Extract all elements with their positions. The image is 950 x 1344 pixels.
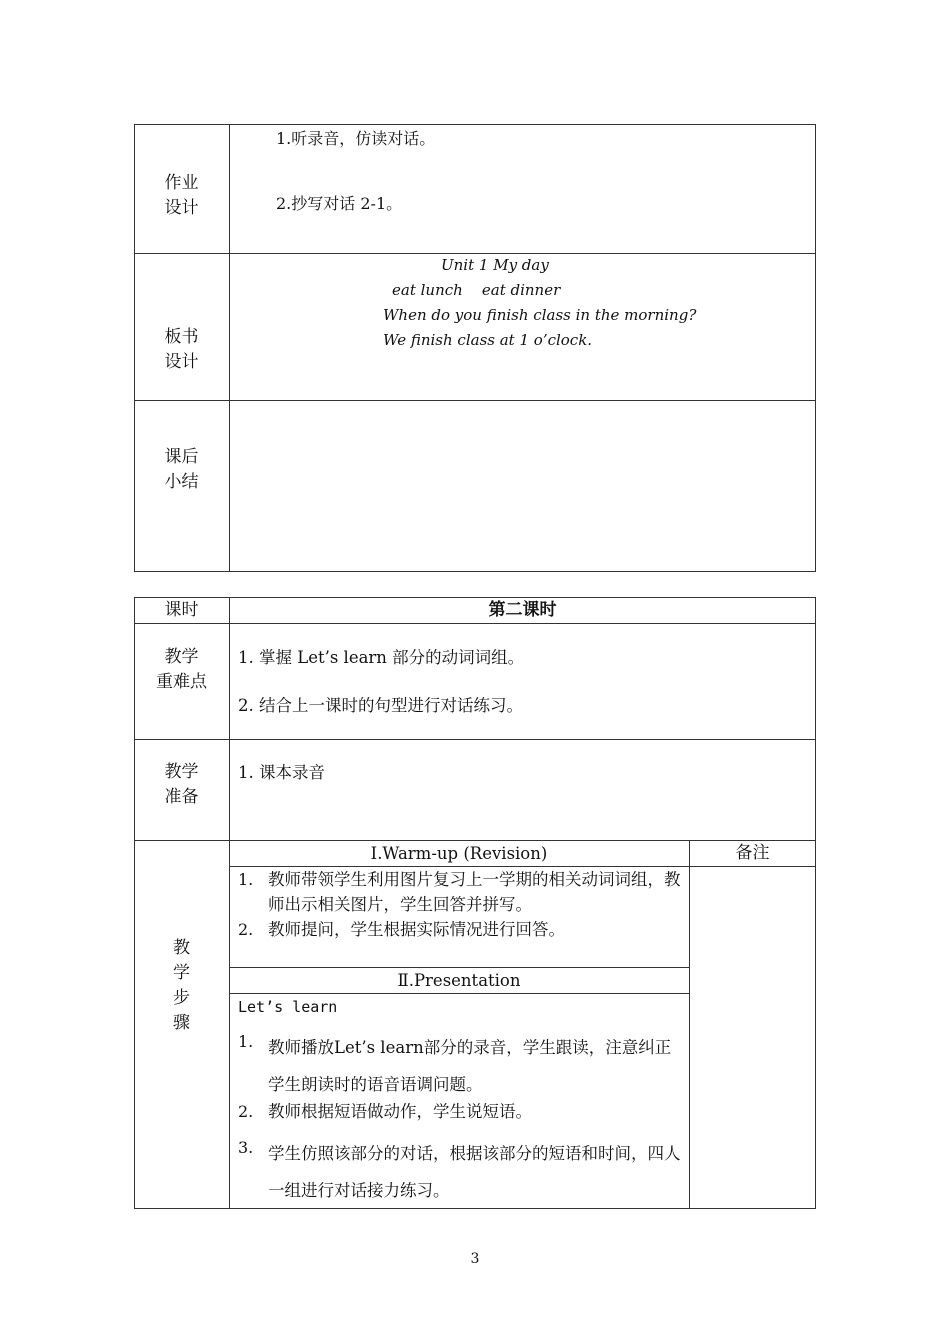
homework-label-line1: 作业	[164, 173, 199, 193]
board-line-answer: We finish class at 1 o’clock.	[383, 331, 593, 349]
presentation-title-bottom	[229, 993, 689, 994]
presentation-title: Ⅱ.Presentation	[397, 971, 521, 990]
homework-label-line2: 设计	[164, 198, 199, 218]
table2-row-divider	[134, 739, 816, 740]
warmup-item-number: 1.	[238, 870, 254, 889]
reflection-label-line2: 小结	[164, 472, 199, 492]
homework-label	[134, 171, 229, 221]
key-point-item-1: 1. 掌握 Let’s learn 部分的动词词组。	[238, 648, 525, 667]
presentation-item-text: 教师播放Let’s learn部分的录音，学生跟读，注意纠正学生朗读时的语音语调问题。	[268, 1038, 672, 1094]
reflection-label-line1: 课后	[164, 447, 199, 467]
board-line-unit-title: Unit 1 My day	[441, 256, 549, 274]
preparation-label-line1: 教学	[164, 762, 199, 782]
period-label: 课时	[164, 600, 199, 620]
board-design-label-line1: 板书	[164, 327, 199, 347]
presentation-item-number: 1.	[238, 1032, 254, 1051]
board-design-label-line2: 设计	[164, 352, 199, 372]
key-points-label-line2: 重难点	[156, 672, 207, 692]
steps-label	[134, 936, 229, 1036]
board-line-question: When do you finish class in the morning?	[383, 306, 697, 324]
warmup-item-number: 2.	[238, 920, 254, 939]
steps-label-char: 骤	[173, 1013, 190, 1033]
notes-content-area[interactable]	[690, 867, 815, 1208]
key-point-item-2: 2. 结合上一课时的句型进行对话练习。	[238, 696, 523, 715]
notes-header: 备注	[735, 843, 770, 863]
steps-label-char: 教	[173, 938, 190, 958]
presentation-item-text: 教师根据短语做动作，学生说短语。	[268, 1102, 532, 1121]
homework-item-1: 1.听录音，仿读对话。	[276, 129, 436, 148]
steps-label-char: 步	[173, 988, 190, 1008]
board-design-label	[134, 325, 229, 375]
steps-label-char: 学	[173, 963, 190, 983]
presentation-item-number: 2.	[238, 1102, 254, 1121]
warmup-title: Ⅰ.Warm-up (Revision)	[370, 844, 548, 863]
presentation-item-text: 学生仿照该部分的对话，根据该部分的短语和时间，四人一组进行对话接力练习。	[268, 1144, 681, 1200]
period-value: 第二课时	[488, 600, 557, 620]
key-points-label	[134, 645, 229, 695]
homework-item-2: 2.抄写对话 2-1。	[276, 194, 403, 213]
reflection-content-area[interactable]	[230, 401, 815, 571]
presentation-subtitle: Let’s learn	[238, 998, 338, 1016]
board-line-phrases: eat lunch eat dinner	[392, 281, 561, 299]
key-points-label-line1: 教学	[164, 647, 199, 667]
presentation-item-number: 3.	[238, 1138, 254, 1157]
table2-column-divider	[229, 597, 230, 1209]
table2-row-divider	[134, 623, 816, 624]
preparation-label	[134, 760, 229, 810]
warmup-item-text: 教师带领学生利用图片复习上一学期的相关动词词组，教师出示相关图片，学生回答并拼写。	[268, 870, 681, 914]
warmup-item-text: 教师提问，学生根据实际情况进行回答。	[268, 920, 565, 939]
page-number: 3	[470, 1251, 480, 1267]
reflection-label	[134, 445, 229, 495]
preparation-label-line2: 准备	[164, 787, 199, 807]
preparation-item-1: 1. 课本录音	[238, 763, 325, 782]
